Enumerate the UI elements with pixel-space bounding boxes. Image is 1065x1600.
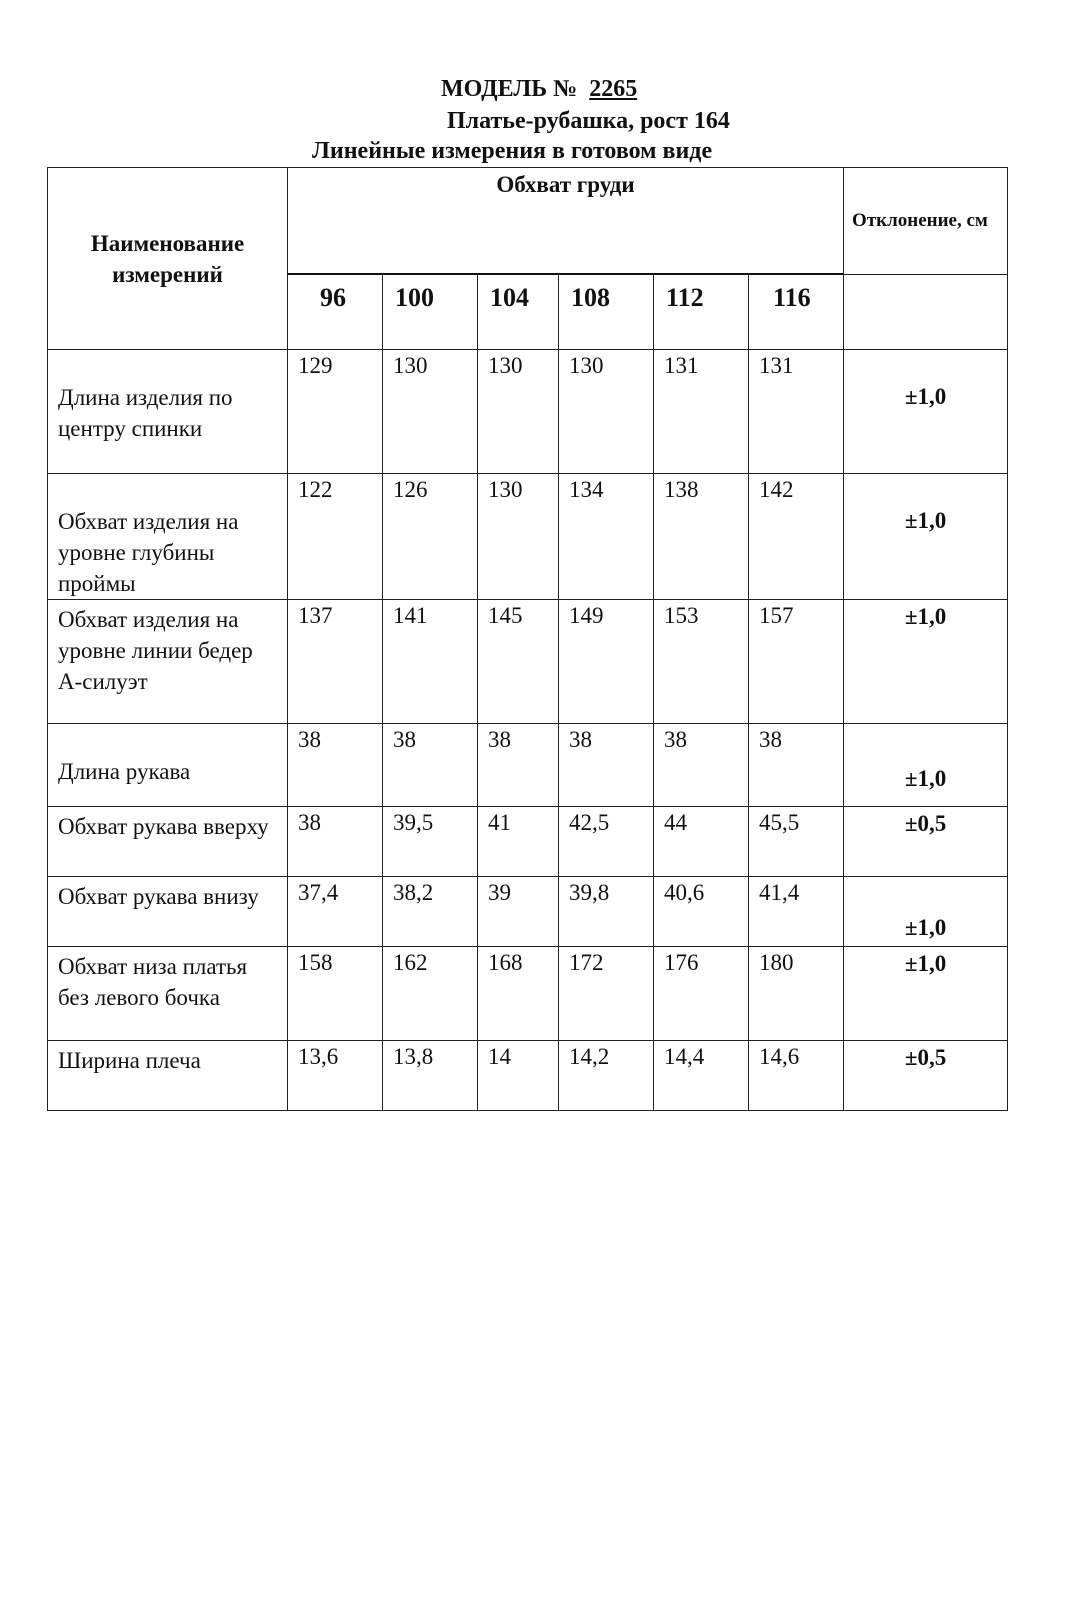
garment-subtitle: Платье-рубашка, рост 164: [447, 108, 730, 134]
row-value: 37,4: [288, 877, 383, 947]
row-value: 126: [383, 474, 478, 600]
row-value: 39,8: [559, 877, 654, 947]
table-row: [48, 807, 1008, 877]
row-deviation: ±0,5: [844, 1041, 1008, 1111]
row-label: Обхват низа платья без левого бочка: [48, 947, 288, 1041]
row-value: 40,6: [654, 877, 749, 947]
row-value: 129: [288, 350, 383, 474]
row-value: 134: [559, 474, 654, 600]
row-deviation: ±1,0: [844, 877, 1008, 947]
table-caption: Линейные измерения в готовом виде: [312, 138, 713, 164]
row-value: 14,2: [559, 1041, 654, 1111]
row-value: 38: [288, 807, 383, 877]
row-value: 38: [559, 724, 654, 807]
size-header: 96: [288, 274, 383, 350]
row-deviation: ±1,0: [844, 474, 1008, 600]
row-value: 142: [749, 474, 844, 600]
row-value: 13,6: [288, 1041, 383, 1111]
row-value: 45,5: [749, 807, 844, 877]
row-value: 42,5: [559, 807, 654, 877]
row-value: 141: [383, 600, 478, 724]
table-row: [48, 724, 1008, 807]
row-value: 38: [478, 724, 559, 807]
deviation-column-header: Отклонение, см: [844, 168, 1008, 275]
row-value: 138: [654, 474, 749, 600]
row-label: Длина изделия по центру спинки: [48, 350, 288, 474]
size-group-header: Обхват груди: [288, 168, 844, 275]
row-label: Обхват изделия на уровне линии бедер А-силуэт: [48, 600, 288, 724]
row-value: 158: [288, 947, 383, 1041]
row-value: 38: [654, 724, 749, 807]
row-label: Обхват изделия на уровне глубины проймы: [48, 474, 288, 600]
row-value: 162: [383, 947, 478, 1041]
row-value: 137: [288, 600, 383, 724]
row-value: 130: [559, 350, 654, 474]
row-value: 38: [383, 724, 478, 807]
size-header: 108: [559, 274, 654, 350]
row-value: 131: [749, 350, 844, 474]
row-deviation: ±1,0: [844, 350, 1008, 474]
row-deviation: ±1,0: [844, 947, 1008, 1041]
row-value: 41,4: [749, 877, 844, 947]
row-value: 176: [654, 947, 749, 1041]
row-value: 41: [478, 807, 559, 877]
row-deviation: ±1,0: [844, 600, 1008, 724]
row-value: 149: [559, 600, 654, 724]
table-row: [48, 877, 1008, 947]
table-row: [48, 474, 1008, 600]
model-number: 2265: [589, 76, 638, 102]
row-deviation: ±0,5: [844, 807, 1008, 877]
row-value: 130: [478, 474, 559, 600]
row-deviation: ±1,0: [844, 724, 1008, 807]
row-value: 172: [559, 947, 654, 1041]
row-value: 13,8: [383, 1041, 478, 1111]
name-column-header: Наименование измерений: [48, 168, 288, 350]
row-value: 14,6: [749, 1041, 844, 1111]
size-header: 104: [478, 274, 559, 350]
row-value: 39: [478, 877, 559, 947]
table-row: [48, 600, 1008, 724]
row-value: 130: [478, 350, 559, 474]
row-value: 44: [654, 807, 749, 877]
table-row: [48, 350, 1008, 474]
row-label: Ширина плеча: [48, 1041, 288, 1111]
row-value: 38,2: [383, 877, 478, 947]
row-value: 157: [749, 600, 844, 724]
model-label: МОДЕЛЬ №: [441, 76, 578, 102]
row-value: 122: [288, 474, 383, 600]
row-value: 14: [478, 1041, 559, 1111]
table-row: [48, 1041, 1008, 1111]
row-value: 38: [749, 724, 844, 807]
row-label: Обхват рукава внизу: [48, 877, 288, 947]
deviation-header-spacer: [844, 274, 1008, 350]
header-row-top: [48, 168, 1008, 275]
size-header: 116: [749, 274, 844, 350]
row-value: 38: [288, 724, 383, 807]
row-value: 131: [654, 350, 749, 474]
row-value: 130: [383, 350, 478, 474]
size-header: 100: [383, 274, 478, 350]
measurements-table: [47, 167, 1008, 1111]
table-row: [48, 947, 1008, 1041]
row-label: Длина рукава: [48, 724, 288, 807]
row-label: Обхват рукава вверху: [48, 807, 288, 877]
row-value: 145: [478, 600, 559, 724]
row-value: 168: [478, 947, 559, 1041]
model-title: [441, 76, 637, 103]
row-value: 153: [654, 600, 749, 724]
row-value: 14,4: [654, 1041, 749, 1111]
row-value: 180: [749, 947, 844, 1041]
size-header: 112: [654, 274, 749, 350]
row-value: 39,5: [383, 807, 478, 877]
